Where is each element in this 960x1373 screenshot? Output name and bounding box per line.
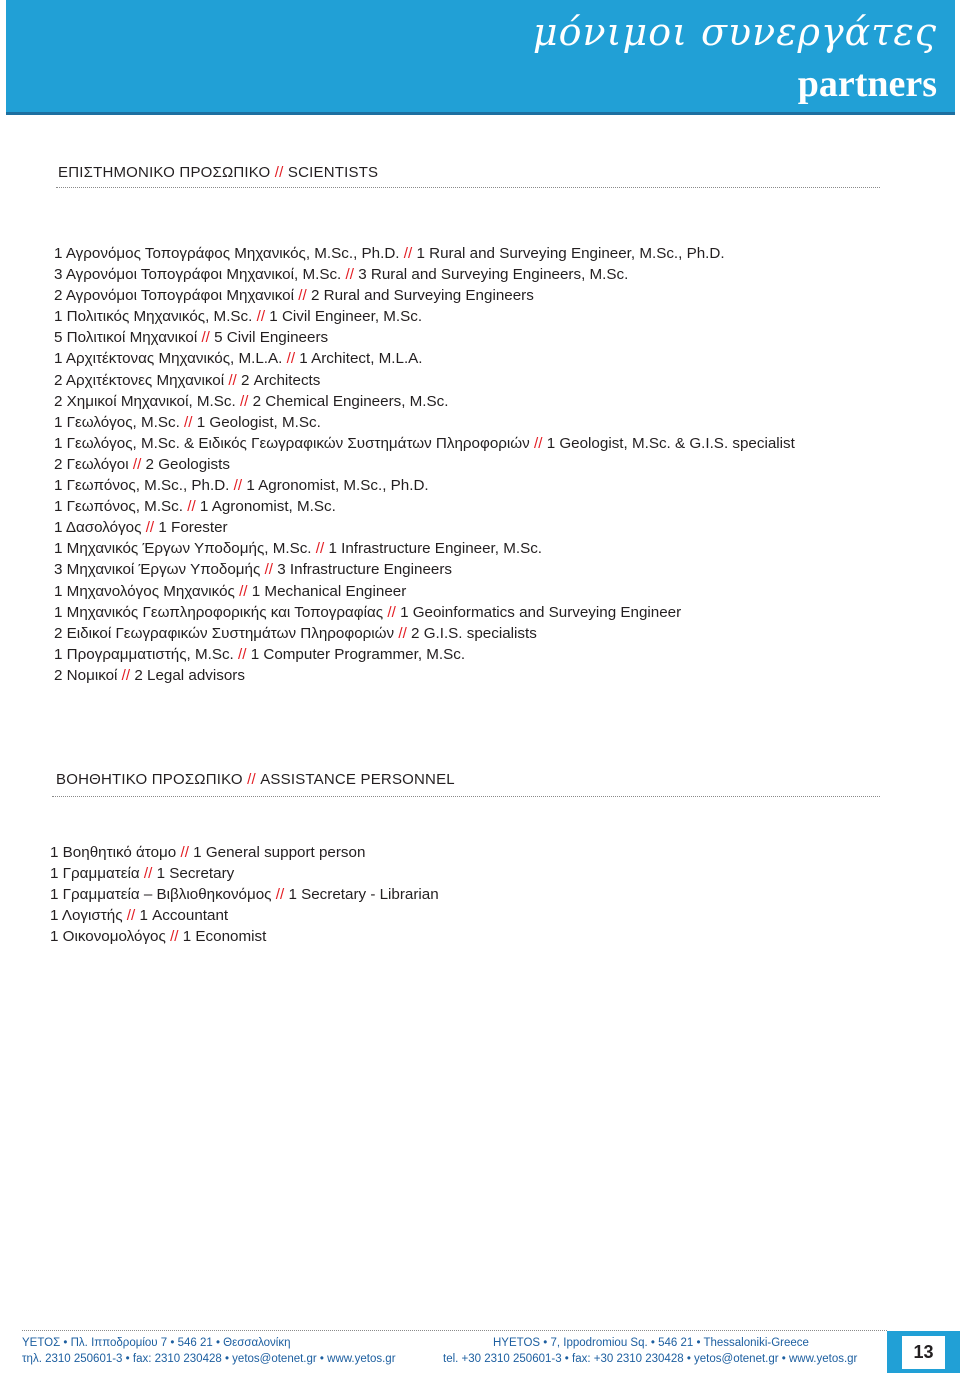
item-greek: 2 Αρχιτέκτονες Μηχανικοί [54, 371, 225, 389]
item-separator: // [286, 350, 296, 368]
footer-contact-greek: τηλ. 2310 250601-3 • fax: 2310 230428 • yetos@otenet.gr • www.yetos.gr [22, 1353, 396, 1365]
item-english: 1 Computer Programmer, M.Sc. [250, 645, 466, 663]
item-greek: 2 Χημικοί Μηχανικοί, M.Sc. [54, 392, 236, 410]
item-greek: 1 Γεωλόγος, M.Sc. [54, 413, 180, 431]
assistance-list [50, 842, 439, 947]
item-english: 2 Chemical Engineers, M.Sc. [252, 392, 449, 410]
item-english: 3 Infrastructure Engineers [277, 561, 452, 579]
item-separator: // [315, 540, 325, 558]
item-english: 1 Accountant [139, 907, 229, 925]
item-english: 1 Infrastructure Engineer, M.Sc. [328, 540, 543, 558]
item-separator: // [239, 582, 248, 600]
footer-greek [22, 1335, 396, 1367]
list-item [54, 665, 795, 686]
assistance-heading-english: ASSISTANCE PERSONNEL [260, 771, 455, 788]
list-item [50, 842, 439, 863]
item-greek: 2 Αγρονόμοι Τοπογράφοι Μηχανικοί [54, 287, 295, 305]
item-separator: // [126, 907, 136, 925]
list-item [54, 412, 795, 433]
item-greek: 1 Γεωλόγος, M.Sc. & Ειδικός Γεωγραφικών Συστημάτων Πληροφοριών [54, 434, 530, 452]
header-title-greek: μόνιμοι συνεργάτες [532, 10, 937, 54]
assistance-heading-greek: ΒΟΗΘΗΤΙΚΟ ΠΡΟΣΩΠΙΚΟ [56, 771, 243, 788]
item-greek: 2 Ειδικοί Γεωγραφικών Συστημάτων Πληροφοριών [54, 624, 395, 642]
page-number-box [887, 1331, 960, 1373]
list-item [50, 863, 439, 884]
list-item [54, 433, 795, 454]
header-banner [6, 0, 955, 115]
item-separator: // [201, 329, 210, 347]
footer-english [443, 1335, 857, 1367]
item-separator: // [184, 413, 193, 431]
list-item [54, 559, 795, 580]
page-number: 13 [902, 1336, 944, 1369]
item-greek: 1 Πολιτικός Μηχανικός, M.Sc. [54, 308, 253, 326]
list-item [54, 475, 795, 496]
item-separator: // [298, 287, 307, 305]
item-greek: 1 Αγρονόμος Τοπογράφος Μηχανικός, M.Sc., Ph.D. [54, 245, 400, 262]
item-separator: // [228, 371, 237, 389]
item-separator: // [256, 308, 266, 326]
item-english: 1 Geoinformatics and Surveying Engineer [400, 603, 682, 621]
item-greek: 2 Νομικοί [54, 666, 118, 684]
scientists-heading-english: SCIENTISTS [287, 164, 379, 181]
list-item [54, 602, 795, 623]
list-item [50, 926, 439, 947]
item-separator: // [132, 455, 142, 473]
item-greek: 1 Γραμματεία – Βιβλιοθηκονόμος [50, 886, 272, 904]
item-separator: // [239, 392, 249, 410]
item-separator: // [275, 886, 285, 904]
item-english: 1 Geologist, M.Sc. & G.I.S. specialist [546, 434, 795, 452]
list-item [54, 623, 795, 644]
item-english: 1 Civil Engineer, M.Sc. [269, 308, 423, 326]
item-greek: 3 Αγρονόμοι Τοπογράφοι Μηχανικοί, M.Sc. [54, 266, 342, 284]
item-english: 2 Rural and Surveying Engineers [310, 287, 534, 305]
item-separator: // [398, 624, 407, 642]
scientists-heading [58, 164, 378, 181]
item-separator: // [121, 666, 131, 684]
item-separator: // [170, 928, 179, 946]
item-english: 1 Secretary [156, 865, 235, 883]
item-english: 1 Secretary - Librarian [288, 886, 439, 904]
item-english: 1 General support person [193, 844, 366, 861]
item-english: 2 G.I.S. specialists [411, 624, 537, 642]
list-item [50, 884, 439, 905]
item-english: 2 Geologists [145, 455, 230, 473]
item-english: 1 Agronomist, M.Sc., Ph.D. [246, 477, 429, 495]
item-greek: 1 Γραμματεία [50, 865, 140, 883]
item-greek: 1 Βοηθητικό άτομο [50, 844, 177, 861]
footer-address-english: HYETOS • 7, Ippodromiou Sq. • 546 21 • Thessaloniki-Greece [493, 1337, 809, 1349]
list-item [54, 496, 795, 517]
list-item [50, 905, 439, 926]
item-separator: // [534, 434, 543, 452]
item-english: 1 Geologist, M.Sc. [196, 413, 321, 431]
item-separator: // [264, 561, 274, 579]
list-item [54, 285, 795, 306]
list-item [54, 370, 795, 391]
list-item [54, 644, 795, 665]
item-greek: 1 Δασολόγος [54, 519, 146, 537]
list-item [54, 243, 795, 264]
item-english: 1 Economist [182, 928, 267, 946]
item-english: 1 Forester [158, 519, 228, 537]
item-english: 1 Mechanical Engineer [251, 582, 407, 600]
item-greek: 1 Γεωπόνος, M.Sc. [54, 498, 183, 516]
item-separator: // [345, 266, 354, 284]
item-english: 1 Rural and Surveying Engineer, M.Sc., Ph.D. [416, 245, 725, 262]
item-separator: // [145, 519, 155, 537]
scientists-heading-greek: ΕΠΙΣΤΗΜΟΝΙΚΟ ΠΡΟΣΩΠΙΚΟ [58, 164, 271, 181]
item-separator: // [233, 477, 243, 495]
list-item [54, 538, 795, 559]
footer-address-greek: ΥΕΤΟΣ • Πλ. Ιπποδρομίου 7 • 546 21 • Θεσσαλονίκη [22, 1337, 291, 1349]
footer-contact-english: tel. +30 2310 250601-3 • fax: +30 2310 230428 • yetos@otenet.gr • www.yetos.gr [443, 1353, 858, 1365]
list-item [54, 348, 795, 369]
item-greek: 1 Λογιστής [50, 907, 123, 925]
item-greek: 1 Μηχανολόγος Μηχανικός [54, 582, 235, 600]
heading-separator: // [274, 164, 284, 181]
item-separator: // [403, 245, 413, 262]
scientists-list [54, 243, 795, 686]
list-item [54, 581, 795, 602]
scientists-divider [56, 187, 880, 188]
item-english: 2 Architects [241, 371, 321, 389]
assistance-divider [52, 796, 880, 797]
footer-divider [22, 1330, 887, 1331]
item-english: 2 Legal advisors [134, 666, 245, 684]
item-separator: // [387, 603, 396, 621]
header-title-english: partners [797, 63, 937, 105]
item-greek: 2 Γεωλόγοι [54, 455, 129, 473]
item-english: 3 Rural and Surveying Engineers, M.Sc. [358, 266, 629, 284]
item-greek: 1 Αρχιτέκτονας Μηχανικός, M.L.A. [54, 350, 283, 368]
assistance-heading [56, 771, 455, 788]
list-item [54, 454, 795, 475]
item-greek: 5 Πολιτικοί Μηχανικοί [54, 329, 202, 347]
item-greek: 1 Προγραμματιστής, M.Sc. [54, 645, 234, 663]
item-greek: 3 Μηχανικοί Έργων Υποδομής [54, 561, 261, 579]
list-item [54, 517, 795, 538]
list-item [54, 327, 795, 348]
list-item [54, 264, 795, 285]
heading-separator: // [247, 771, 256, 788]
item-greek: 1 Οικονομολόγος [50, 928, 166, 946]
item-separator: // [143, 865, 153, 883]
list-item [54, 306, 795, 327]
item-separator: // [238, 645, 247, 663]
item-separator: // [180, 844, 189, 861]
item-english: 5 Civil Engineers [214, 329, 329, 347]
list-item [54, 391, 795, 412]
item-english: 1 Architect, M.L.A. [299, 350, 423, 368]
item-english: 1 Agronomist, M.Sc. [199, 498, 336, 516]
item-greek: 1 Μηχανικός Έργων Υποδομής, M.Sc. [54, 540, 312, 558]
item-greek: 1 Γεωπόνος, M.Sc., Ph.D. [54, 477, 230, 495]
item-greek: 1 Μηχανικός Γεωπληροφορικής και Τοπογραφίας [54, 603, 384, 621]
item-separator: // [187, 498, 196, 516]
